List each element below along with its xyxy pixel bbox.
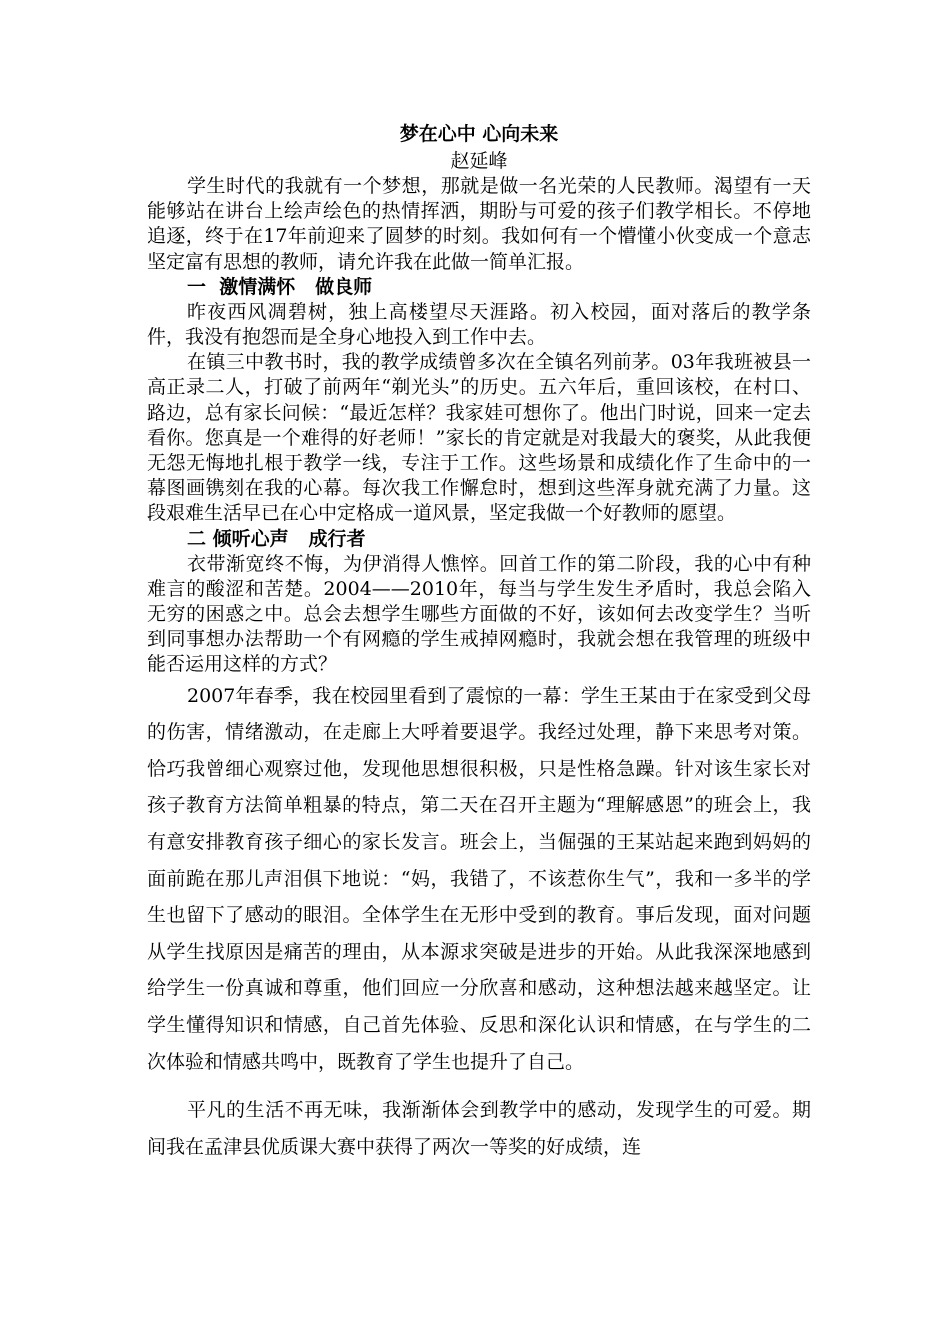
section-heading-1: 一 激情满怀 做良师 (187, 275, 373, 298)
document-page (147, 119, 811, 1165)
paragraph-section2-b: 2007年春季，我在校园里看到了震惊的一幕：学生王某由于在家受到父母的伤害，情绪激动，在走廊上大呼着要退学。我经过处理，静下来思考对策。恰巧我曾细心观察过他，发现他思想很积极，只是性格急躁。针对该生家长对孩子教育方法简单粗暴的特点，第二天在召开主题为“理解感恩”的班会上，我有意安排教育孩子细心的家长发言。班会上，当倔强的王某站起来跑到妈妈的面前跪在那儿声泪俱下地说：“妈，我错了，不该惹你生气”，我和一多半的学生也留下了感动的眼泪。全体学生在无形中受到的教育。事后发现，面对问题从学生找原因是痛苦的理由，从本源求突破是进步的开始。从此我深深地感到给学生一份真诚和尊重，他们回应一分欣喜和感动，这种想法越来越坚定。让学生懂得知识和情感，自己首先体验、反思和深化认识和情感，在与学生的二次体验和情感共鸣中，既教育了学生也提升了自己。 (147, 684, 811, 1073)
paragraph-intro: 学生时代的我就有一个梦想，那就是做一名光荣的人民教师。渴望有一天能够站在讲台上绘声绘色的热情挥洒，期盼与可爱的孩子们教学相长。不停地追逐，终于在17年前迎来了圆梦的时刻。我如何有一个懵懂小伙变成一个意志坚定富有思想的教师，请允许我在此做一简单汇报。 (147, 175, 811, 273)
document-title: 梦在心中 心向未来 (399, 123, 559, 145)
paragraph-spacer (147, 1080, 811, 1092)
paragraph-section1-a: 昨夜西风凋碧树，独上高楼望尽天涯路。初入校园，面对落后的教学条件，我没有抱怨而是全身心地投入到工作中去。 (147, 300, 811, 349)
document-author: 赵延峰 (450, 150, 508, 172)
paragraph-section2-c: 平凡的生活不再无味，我渐渐体会到教学中的感动，发现学生的可爱。期间我在孟津县优质课大赛中获得了两次一等奖的好成绩，连 (147, 1099, 811, 1158)
section-heading-2: 二 倾听心声 成行者 (187, 527, 366, 550)
paragraph-section1-b: 在镇三中教书时，我的教学成绩曾多次在全镇名列前茅。03年我班被县一高正录二人，打破了前两年“剃光头”的历史。五六年后，重回该校，在村口、路边，总有家长问候：“最近怎样？我家娃可想你了。他出门时说，回来一定去看你。您真是一个难得的好老师！”家长的肯定就是对我最大的褒奖，从此我便无怨无悔地扎根于教学一线，专注于工作。这些场景和成绩化作了生命中的一幕图画镌刻在我的心幕。每次我工作懈怠时，想到这些浑身就充满了力量。这段艰难生活早已在心中定格成一道风景，坚定我做一个好教师的愿望。 (147, 351, 811, 525)
paragraph-section2-a: 衣带渐宽终不悔，为伊消得人憔悴。回首工作的第二阶段，我的心中有种难言的酸涩和苦楚。2004——2010年，每当与学生发生矛盾时，我总会陷入无穷的困惑之中。总会去想学生哪些方面做的不好，该如何去改变学生？当听到同事想办法帮助一个有网瘾的学生戒掉网瘾时，我就会想在我管理的班级中能否运用这样的方式？ (147, 552, 811, 676)
